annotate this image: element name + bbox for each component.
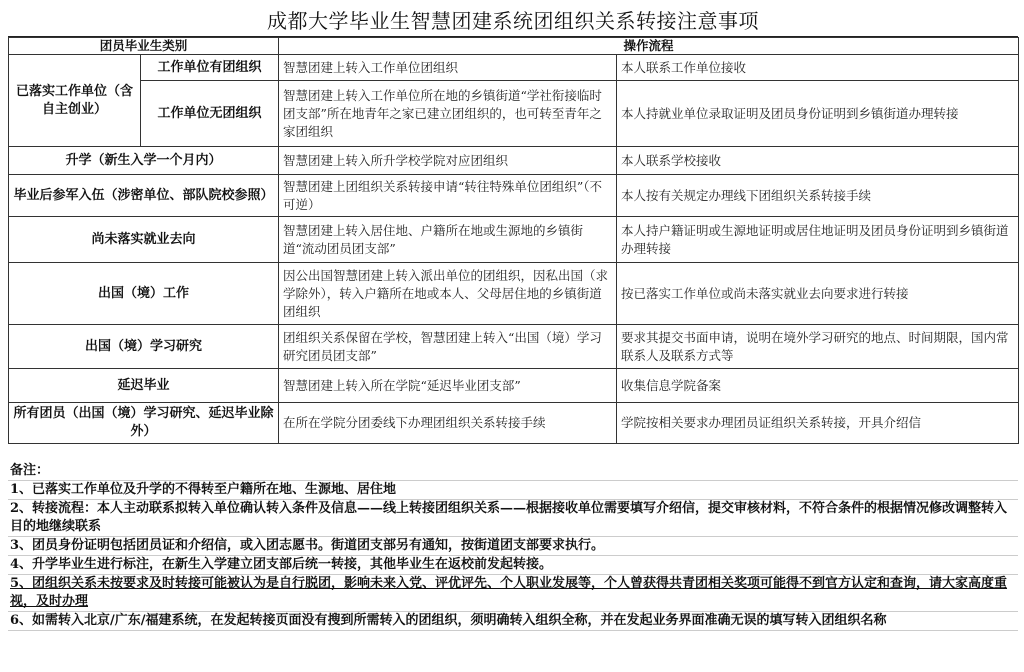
category-cell: 升学（新生入学一个月内） [9,147,279,175]
table-row [9,147,1019,175]
category-cell: 已落实工作单位（含自主创业） [9,55,141,147]
system-step-cell: 智慧团建上转入居住地、户籍所在地或生源地的乡镇街道“流动团员团支部” [279,217,617,263]
document-sheet [8,6,1018,444]
note-item: 6、如需转入北京/广东/福建系统，在发起转接页面没有搜到所需转入的团组织，须明确转入组织全称，并在发起业务界面准确无误的填写转入团组织名称 [8,612,1018,631]
subcategory-cell: 工作单位无团组织 [141,81,279,147]
note-item: 1、已落实工作单位及升学的不得转至户籍所在地、生源地、居住地 [8,481,1018,500]
offline-step-cell: 学院按相关要求办理团员证组织关系转接，开具介绍信 [617,403,1019,444]
note-item: 4、升学毕业生进行标注，在新生入学建立团支部后统一转接，其他毕业生在返校前发起转接。 [8,556,1018,575]
header-category: 团员毕业生类别 [9,38,279,55]
offline-step-cell: 按已落实工作单位或尚未落实就业去向要求进行转接 [617,263,1019,325]
offline-step-cell: 本人按有关规定办理线下团组织关系转接手续 [617,175,1019,217]
note-item: 3、团员身份证明包括团员证和介绍信，或入团志愿书。街道团支部另有通知，按街道团支部要求执行。 [8,537,1018,556]
table-row [9,81,1019,147]
system-step-cell: 智慧团建上转入所在学院“延迟毕业团支部” [279,369,617,403]
table-row [9,55,1019,81]
table-row [9,403,1019,444]
table-row [9,217,1019,263]
category-cell: 延迟毕业 [9,369,279,403]
transfer-table [8,37,1019,444]
note-item: 2、转接流程：本人主动联系拟转入单位确认转入条件及信息——线上转接团组织关系——根据接收单位需要填写介绍信，提交审核材料，不符合条件的根据情况修改调整转入目的地继续联系 [8,500,1018,537]
table-row [9,369,1019,403]
note-item-text: 5、团组织关系未按要求及时转接可能被认为是自行脱团，影响未来入党、评优评先、个人职业发展等，个人曾获得共青团相关奖项可能得不到官方认定和查询，请大家高度重视，及时办理 [10,576,1008,609]
table-header-row [9,38,1019,55]
system-step-cell: 在所在学院分团委线下办理团组织关系转接手续 [279,403,617,444]
system-step-cell: 因公出国智慧团建上转入派出单位的团组织，因私出国（求学除外），转入户籍所在地或本人、父母居住地的乡镇街道团组织 [279,263,617,325]
notes-heading: 备注： [8,462,1018,481]
table-row [9,175,1019,217]
category-cell [9,175,279,217]
page-title: 成都大学毕业生智慧团建系统团组织关系转接注意事项 [8,6,1018,37]
table-row [9,263,1019,325]
offline-step-cell: 本人联系学校接收 [617,147,1019,175]
system-step-cell: 智慧团建上转入所升学校学院对应团组织 [279,147,617,175]
offline-step-cell: 收集信息学院备案 [617,369,1019,403]
header-process: 操作流程 [279,38,1019,55]
offline-step-cell: 要求其提交书面申请，说明在境外学习研究的地点、时间期限，国内常联系人及联系方式等 [617,325,1019,369]
category-cell: 出国（境）工作 [9,263,279,325]
table-row [9,325,1019,369]
system-step-cell: 智慧团建上转入工作单位所在地的乡镇街道“学社衔接临时团支部”所在地青年之家已建立团组织的，也可转至青年之家团组织 [279,81,617,147]
system-step-cell: 智慧团建上团组织关系转接申请“转往特殊单位团组织”（不可逆） [279,175,617,217]
offline-step-cell: 本人联系工作单位接收 [617,55,1019,81]
note-item-important [8,575,1018,612]
category-text: 毕业后参军入伍（涉密单位、部队院校参照） [13,187,274,203]
system-step-cell: 智慧团建上转入工作单位团组织 [279,55,617,81]
notes-section [8,462,1018,631]
offline-step-cell: 本人持就业单位录取证明及团员身份证明到乡镇街道办理转接 [617,81,1019,147]
category-cell: 出国（境）学习研究 [9,325,279,369]
offline-step-cell: 本人持户籍证明或生源地证明或居住地证明及团员身份证明到乡镇街道办理转接 [617,217,1019,263]
subcategory-cell: 工作单位有团组织 [141,55,279,81]
category-cell: 尚未落实就业去向 [9,217,279,263]
category-cell: 所有团员（出国（境）学习研究、延迟毕业除外） [9,403,279,444]
system-step-cell: 团组织关系保留在学校，智慧团建上转入“出国（境）学习研究团员团支部” [279,325,617,369]
